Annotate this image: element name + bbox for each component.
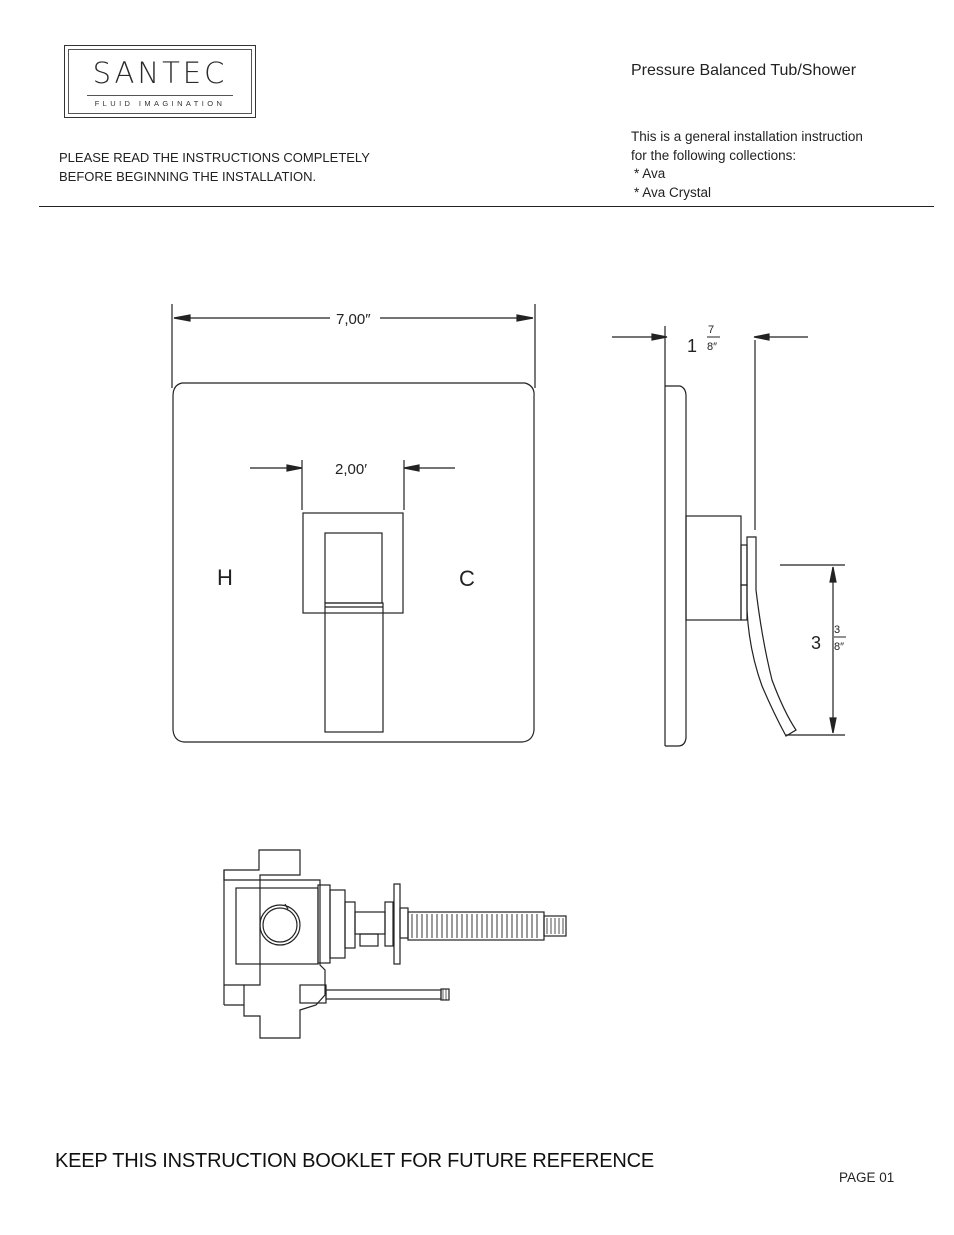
front-view [172, 304, 535, 742]
collection-item: * Ava Crystal [634, 184, 712, 200]
intro-line-2: for the following collections: [631, 147, 797, 163]
valve-housing [236, 888, 318, 964]
handle-dimension-label: 2,00′ [335, 461, 368, 478]
keep-booklet-note: KEEP THIS INSTRUCTION BOOKLET FOR FUTURE REFERENCE [55, 1150, 654, 1172]
side-body [686, 516, 741, 620]
page-number: PAGE 01 [839, 1170, 895, 1185]
handle-escutcheon [303, 513, 403, 613]
width-dimension-label: 7,00″ [336, 311, 371, 328]
intro-line-1: This is a general installation instruction [631, 129, 863, 144]
height-whole: 3 [811, 633, 822, 653]
product-title: Pressure Balanced Tub/Shower [631, 62, 857, 79]
cold-label: C [459, 566, 475, 591]
side-view [612, 324, 846, 746]
logo-wordmark: SANTEC [92, 56, 228, 90]
read-note-line-2: BEFORE BEGINNING THE INSTALLATION. [59, 169, 317, 184]
hot-label: H [217, 565, 233, 590]
handle-top-block [325, 533, 382, 603]
lower-pipe [326, 990, 441, 999]
valve-cartridge-circle [260, 905, 300, 945]
lever-profile [747, 537, 796, 736]
side-stem [741, 545, 747, 585]
trim-plate [173, 383, 534, 742]
logo-tagline: FLUID IMAGINATION [94, 99, 226, 108]
threaded-stem [408, 912, 544, 940]
read-note-line-1: PLEASE READ THE INSTRUCTIONS COMPLETELY [59, 150, 370, 165]
side-clip [741, 585, 747, 620]
depth-whole: 1 [687, 336, 698, 356]
handle-lever [325, 603, 383, 732]
depth-denominator: 8″ [707, 341, 718, 353]
height-denominator: 8″ [834, 641, 845, 653]
depth-numerator: 7 [708, 324, 715, 336]
height-numerator: 3 [834, 624, 841, 636]
plate-profile [665, 386, 686, 746]
collection-item: * Ava [634, 166, 666, 181]
rough-in-valve [224, 850, 566, 1038]
